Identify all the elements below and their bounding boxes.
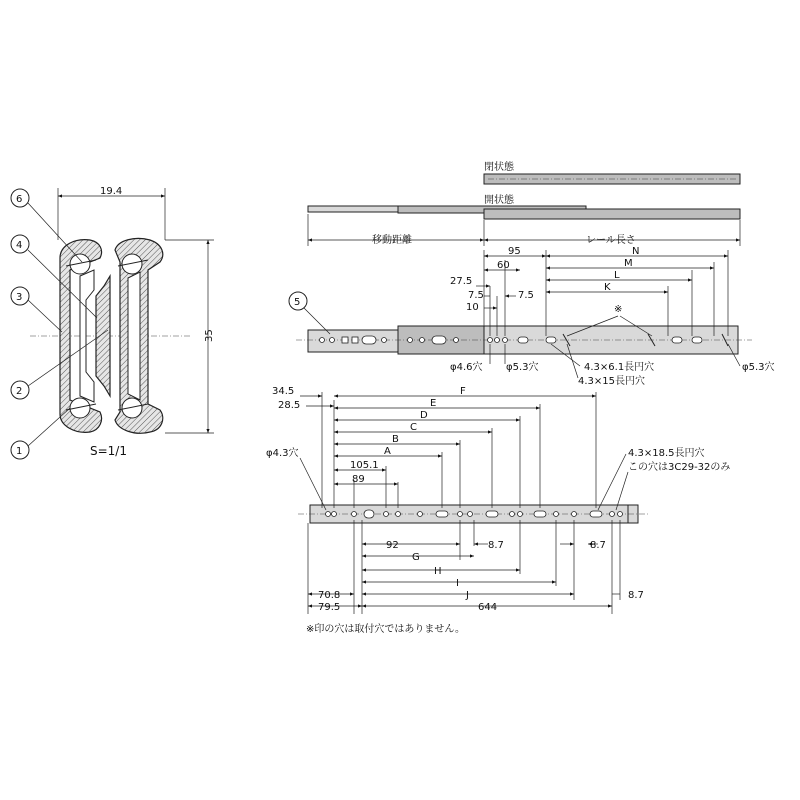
dim-28-5: 28.5 [278,400,301,411]
dim-N: N [632,246,640,257]
callout-3 [11,287,62,332]
dim-95: 95 [508,246,521,257]
cross-section [11,186,215,459]
dim-L: L [614,270,620,281]
dim-B: B [392,434,399,445]
hole-note: この穴は3C29-32のみ [628,462,731,473]
dim-8-7a: 8.7 [488,540,504,551]
svg-text:2: 2 [16,386,23,397]
dim-K: K [604,282,611,293]
non-mounting-mark: ※ [614,304,623,315]
dim-60: 60 [497,260,510,271]
footnote: ※印の穴は取付穴ではありません。 [306,624,465,635]
rail-length-label: レール長さ [586,235,636,246]
dim-10: 10 [466,302,479,313]
dim-8-7c: 8.7 [628,590,644,601]
scale-label: S=1/1 [90,444,127,458]
closed-state-label: 閉状態 [484,162,514,173]
travel-label: 移動距離 [372,235,412,246]
dim-70-8: 70.8 [318,590,341,601]
dim-27-5: 27.5 [450,276,473,287]
callout-1 [11,408,70,459]
callout-5: 5 [294,297,301,308]
section-width: 19.4 [100,186,123,197]
top-detail-view [289,246,775,387]
dim-7-5a: 7.5 [468,290,484,301]
open-state-label: 開状態 [484,195,514,206]
dim-7-5b: 7.5 [518,290,534,301]
dim-I: I [456,578,459,589]
dim-79-5: 79.5 [318,602,341,613]
dim-644: 644 [478,602,498,613]
dim-105-1: 105.1 [350,460,379,471]
dim-92: 92 [386,540,399,551]
dim-A: A [384,446,391,457]
dim-M: M [624,258,633,269]
slot-18-5: 4.3×18.5長円穴 [628,448,705,459]
section-height: 35 [204,329,215,342]
hole-4-6: φ4.6穴 [450,362,483,373]
slot-15: 4.3×15長円穴 [578,376,646,387]
dim-C: C [410,422,417,433]
slot-6-1: 4.3×6.1長円穴 [584,362,655,373]
hole-5-3a: φ5.3穴 [506,362,539,373]
dim-H: H [434,566,442,577]
dim-89: 89 [352,474,365,485]
open-rail-inner [308,206,398,212]
bottom-detail-view [266,386,730,635]
svg-text:4: 4 [16,240,23,251]
dim-G: G [412,552,420,563]
svg-text:3: 3 [16,292,23,303]
dim-8-7b: 8.7 [590,540,606,551]
svg-text:1: 1 [16,446,23,457]
svg-text:6: 6 [16,194,23,205]
hole-4-3: φ4.3穴 [266,448,299,459]
open-rail-outer [484,209,740,219]
dim-F: F [460,386,466,397]
dim-J: J [466,590,469,601]
hole-5-3b: φ5.3穴 [742,362,775,373]
state-views [308,160,740,246]
dim-E: E [430,398,437,409]
dim-D: D [420,410,428,421]
dim-34-5: 34.5 [272,386,295,397]
